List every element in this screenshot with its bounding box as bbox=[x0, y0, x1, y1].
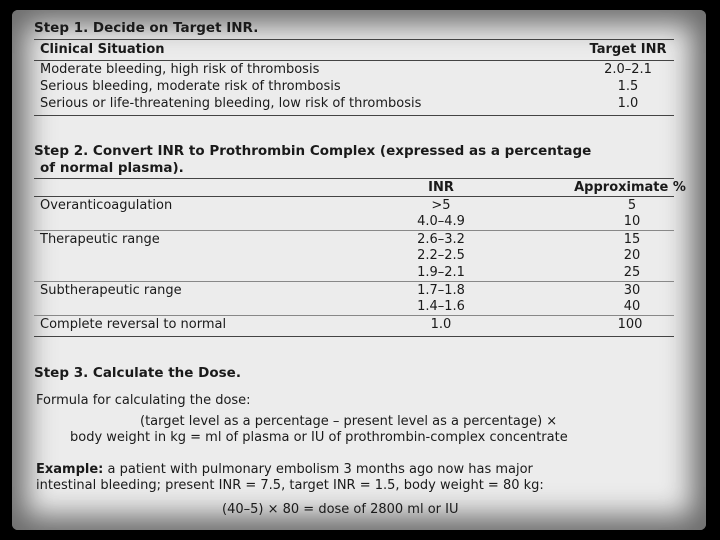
step1-top-rule bbox=[34, 39, 674, 40]
step2-row-pct: 25 bbox=[623, 265, 641, 280]
step2-row-inr: 1.4–1.6 bbox=[417, 299, 465, 314]
step2-title-cont: of normal plasma). bbox=[40, 160, 184, 176]
step2-row-pct: 40 bbox=[623, 299, 641, 314]
step1-row-target: 1.5 bbox=[617, 79, 639, 94]
step1-row-target: 1.0 bbox=[617, 96, 639, 111]
step2-row-inr: >5 bbox=[431, 198, 451, 213]
step2-row-label: Subtherapeutic range bbox=[40, 283, 182, 298]
formula-line-2: body weight in kg = ml of plasma or IU of prothrombin-complex concentrate bbox=[70, 430, 568, 445]
step1-bottom-rule bbox=[34, 115, 674, 116]
example-label: Example: bbox=[36, 462, 104, 477]
example-line-2: intestinal bleeding; present INR = 7.5, target INR = 1.5, body weight = 80 kg: bbox=[36, 478, 544, 493]
step2-group-rule bbox=[34, 315, 674, 316]
step2-row-label: Overanticoagulation bbox=[40, 198, 173, 213]
step2-row-inr: 2.6–3.2 bbox=[417, 232, 465, 247]
step2-row-pct: 15 bbox=[623, 232, 641, 247]
step2-row-inr: 1.7–1.8 bbox=[417, 283, 465, 298]
step2-row-pct: 5 bbox=[627, 198, 637, 213]
step2-row-pct: 20 bbox=[623, 248, 641, 263]
example-line-1 bbox=[36, 462, 533, 477]
formula-line-1: (target level as a percentage – present level as a percentage) × bbox=[140, 414, 558, 429]
step2-header-rule bbox=[34, 196, 674, 197]
step1-col-situation: Clinical Situation bbox=[40, 42, 165, 57]
step2-title: Step 2. Convert INR to Prothrombin Complex (expressed as a percentage bbox=[34, 143, 592, 159]
formula-label: Formula for calculating the dose: bbox=[36, 393, 251, 408]
step2-row-pct: 10 bbox=[623, 214, 641, 229]
step2-row-pct: 30 bbox=[623, 283, 641, 298]
step2-row-label: Therapeutic range bbox=[40, 232, 160, 247]
step1-col-target: Target INR bbox=[589, 42, 667, 57]
step1-row-target: 2.0–2.1 bbox=[604, 62, 652, 77]
step3-title: Step 3. Calculate the Dose. bbox=[34, 365, 241, 381]
step1-row-situation: Serious bleeding, moderate risk of thrombosis bbox=[40, 79, 341, 94]
step2-col-pct: Approximate % bbox=[574, 180, 686, 195]
step2-group-rule bbox=[34, 281, 674, 282]
example-result: (40–5) × 80 = dose of 2800 ml or IU bbox=[222, 502, 459, 517]
step2-row-label: Complete reversal to normal bbox=[40, 317, 227, 332]
example-text: a patient with pulmonary embolism 3 months ago now has major bbox=[107, 462, 533, 477]
step2-row-inr: 4.0–4.9 bbox=[417, 214, 465, 229]
step2-row-inr: 1.9–2.1 bbox=[417, 265, 465, 280]
step1-title: Step 1. Decide on Target INR. bbox=[34, 20, 259, 36]
step1-row-situation: Moderate bleeding, high risk of thrombosis bbox=[40, 62, 320, 77]
step2-row-pct: 100 bbox=[617, 317, 643, 332]
step2-top-rule bbox=[34, 178, 674, 179]
step2-col-inr: INR bbox=[428, 180, 454, 195]
step2-row-inr: 1.0 bbox=[430, 317, 452, 332]
step2-row-inr: 2.2–2.5 bbox=[417, 248, 465, 263]
step2-bottom-rule bbox=[34, 336, 674, 337]
step2-group-rule bbox=[34, 230, 674, 231]
step1-row-situation: Serious or life-threatening bleeding, low risk of thrombosis bbox=[40, 96, 422, 111]
step1-header-rule bbox=[34, 60, 674, 61]
